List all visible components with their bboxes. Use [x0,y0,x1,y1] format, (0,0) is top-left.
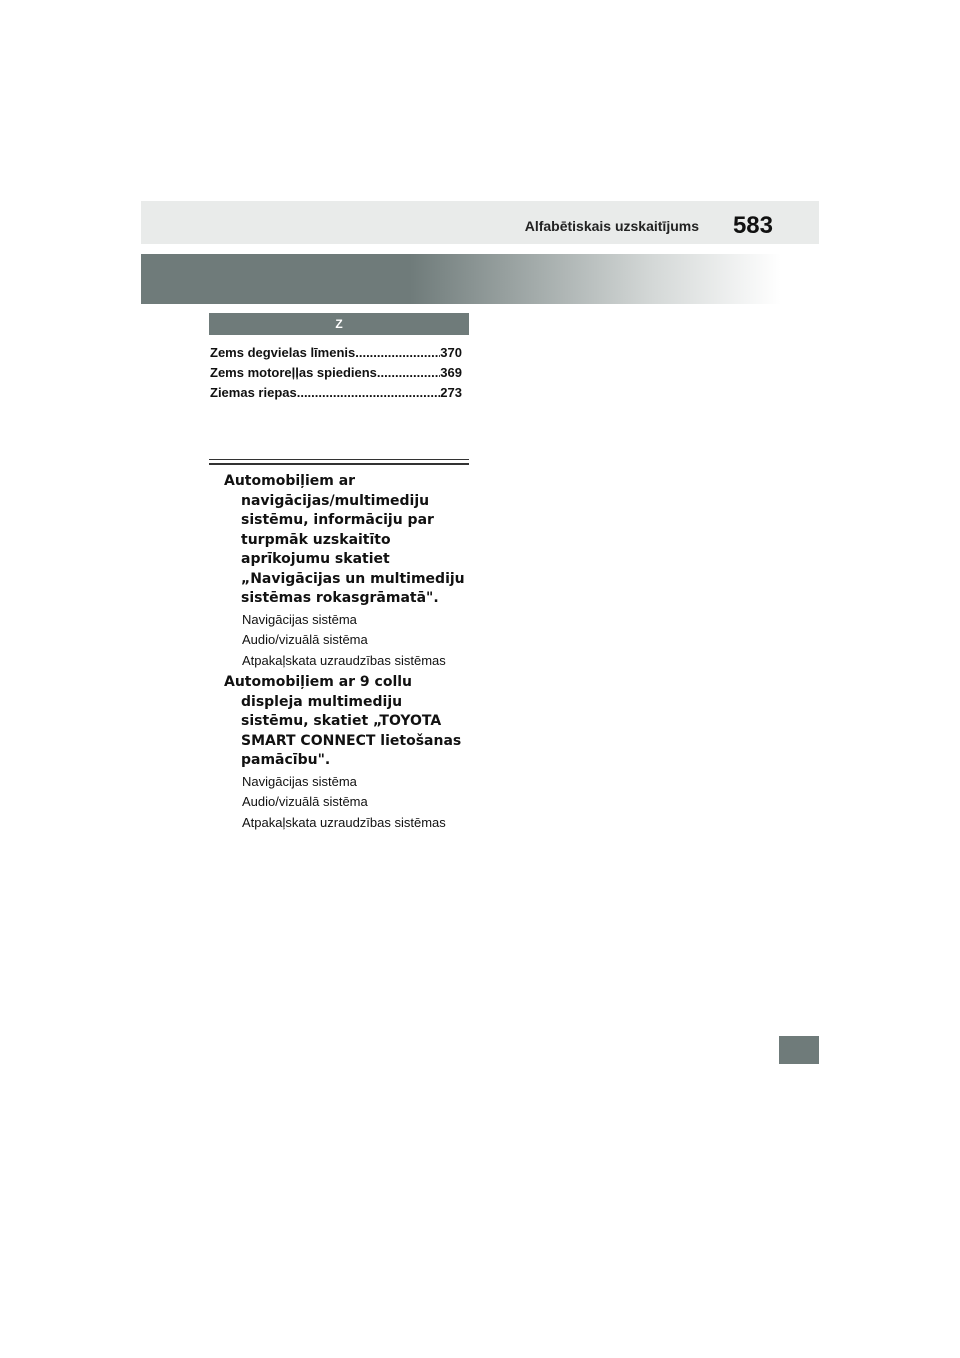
notes [224,472,474,832]
index-entry[interactable] [210,363,462,383]
header-title: Alfabētiskais uzskaitījums [524,218,699,234]
index-page: 370 [440,345,462,360]
page-header [141,201,819,244]
index-term: Ziemas riepas. [210,385,301,400]
index-term: Zems degvielas līmenis [210,345,356,360]
note-item: Atpakaļskata uzraudzības sistēmas [242,814,446,830]
leader-dots [355,343,440,363]
section-letter: Z [209,313,469,335]
decorative-band [141,254,781,304]
note-item: Audio/vizuālā sistēma [242,632,368,647]
section-divider [209,459,469,465]
leader-dots [300,383,440,403]
index-page: 369 [440,365,462,380]
note-item: Navigācijas sistēma [242,773,357,789]
index-page: 273 [440,385,462,400]
index-entry[interactable] [210,383,462,403]
leader-dots [377,363,440,383]
note-heading: Automobiļiem ar navigācijas/multimediju sistēmu, informāciju par turpmāk uzskaitīto aprīkojumu skatiet „Navigācijas un multimediju sistēmas rokasgrāmatā". [224,473,465,606]
index-entry[interactable] [210,343,462,363]
note-item: Atpakaļskata uzraudzības sistēmas [242,652,446,668]
note-heading: Automobiļiem ar 9 collu displeja multimediju sistēmu, skatiet „TOYOTA SMART CONNECT lietošanas pamācību". [224,674,462,768]
chapter-tab [779,1036,819,1064]
note-item: Navigācijas sistēma [242,611,357,627]
index-term: Zems motoreļļas spiediens [210,365,377,380]
page-number: 583 [732,212,773,239]
index-list [210,343,462,403]
note-item: Audio/vizuālā sistēma [242,794,368,809]
